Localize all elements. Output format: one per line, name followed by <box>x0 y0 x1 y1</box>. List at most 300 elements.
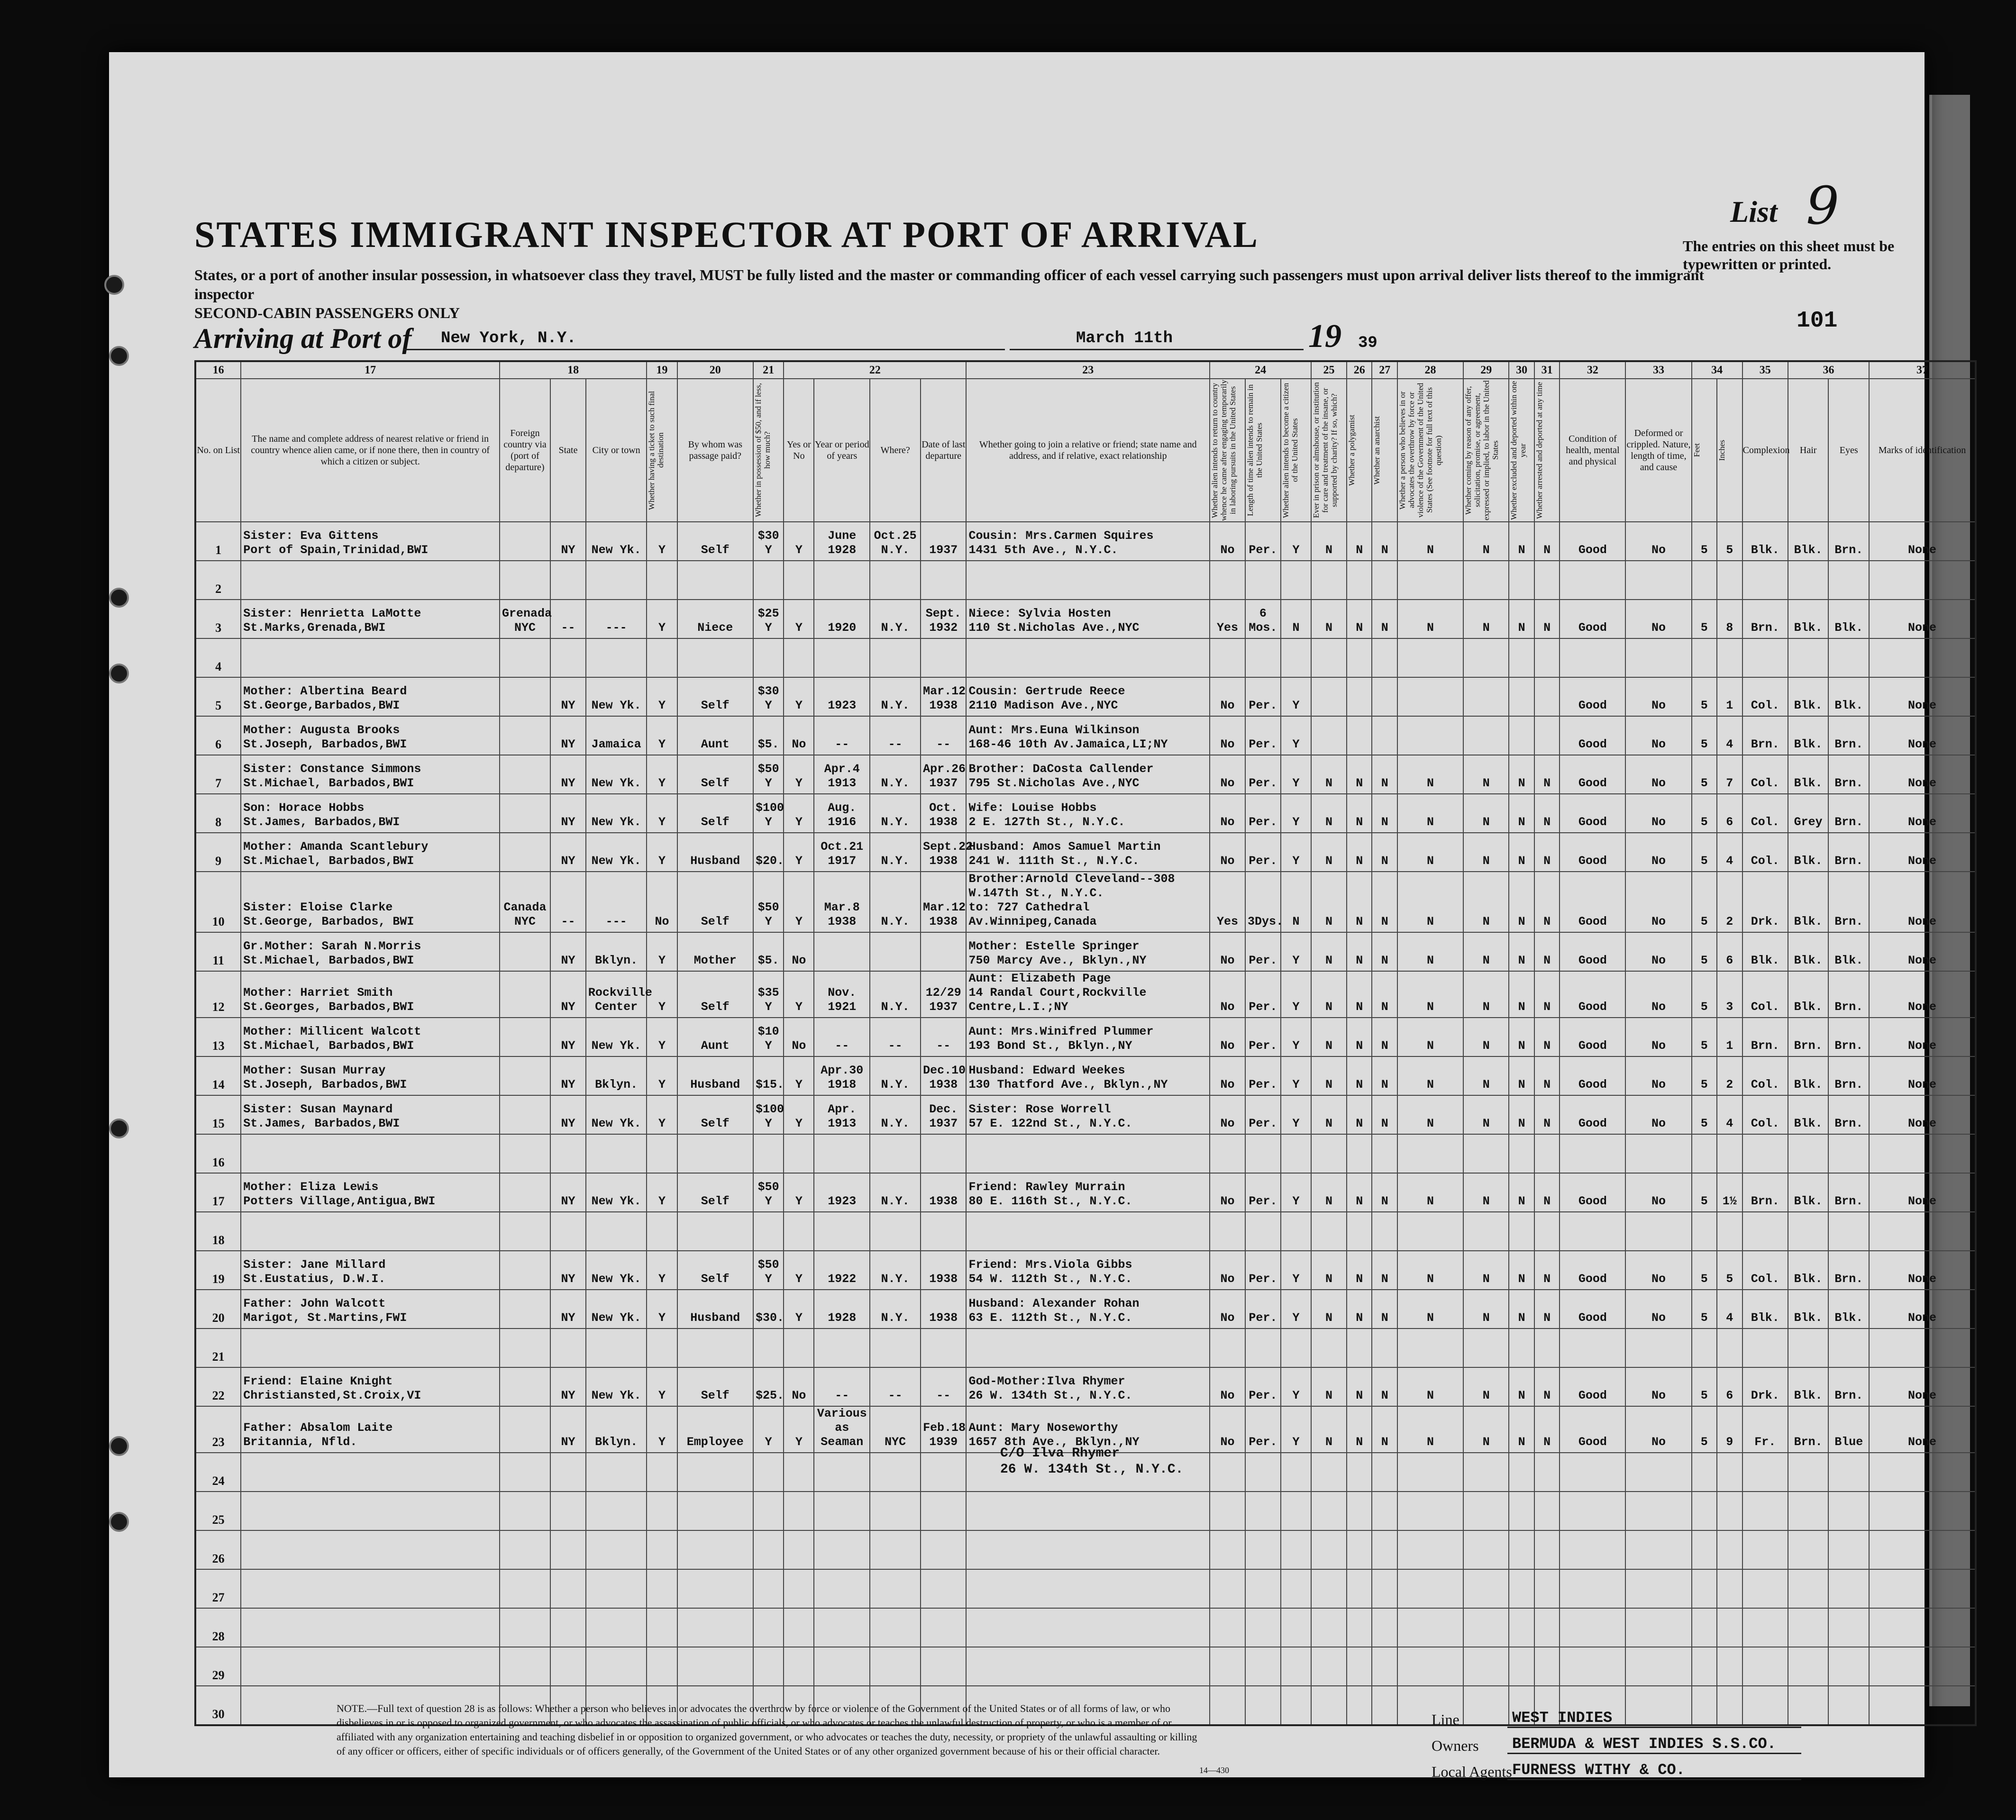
cell-eyes: Blue <box>1828 1406 1869 1453</box>
cell-foreign <box>500 638 550 677</box>
cell-deform: No <box>1625 1095 1691 1134</box>
cell-c27 <box>1372 1492 1397 1530</box>
cell-inch: 6 <box>1717 794 1742 833</box>
cell-c31 <box>1534 1134 1560 1173</box>
cell-c28 <box>1397 1492 1463 1530</box>
cell-hair: Blk. <box>1788 971 1829 1018</box>
cell-marks: None <box>1869 600 1976 638</box>
cell-hair <box>1788 561 1829 600</box>
cell-c25 <box>1311 1492 1347 1530</box>
cell-paid: Aunt <box>677 1018 754 1056</box>
cell-paid: Self <box>677 1173 754 1212</box>
cell-city: New Yk. <box>586 1018 647 1056</box>
form-code: 14—430 <box>1199 1765 1229 1775</box>
cell-before: No <box>784 1367 814 1406</box>
cell-c29 <box>1463 1647 1509 1686</box>
cell-eyes <box>1828 1569 1869 1608</box>
cell-c27 <box>1372 1686 1397 1725</box>
cell-health: Good <box>1560 677 1625 716</box>
cell-money: $100 Y <box>753 1095 784 1134</box>
cell-money <box>753 1647 784 1686</box>
sheet-number: 101 <box>1797 308 1838 334</box>
cell-inch <box>1717 1608 1742 1647</box>
cell-c31: N <box>1534 1173 1560 1212</box>
cell-ticket: Y <box>647 1367 677 1406</box>
cell-before <box>784 1647 814 1686</box>
cell-c27: N <box>1372 932 1397 971</box>
cell-hair <box>1788 1329 1829 1367</box>
cell-c31: N <box>1534 833 1560 872</box>
cell-relative <box>241 1212 500 1251</box>
cell-city <box>586 1608 647 1647</box>
cell-c28 <box>1397 1530 1463 1569</box>
cell-where <box>870 1608 921 1647</box>
cell-c31 <box>1534 561 1560 600</box>
cell-c28: N <box>1397 833 1463 872</box>
header-excluded <box>1509 379 1534 522</box>
cell-period: Apr.30 1918 <box>814 1056 870 1095</box>
cell-feet: 5 <box>1692 1095 1717 1134</box>
col-num-37: 37 <box>1869 361 1976 379</box>
cell-period: 1920 <box>814 600 870 638</box>
cell-where <box>870 1453 921 1492</box>
cell-hair: Blk. <box>1788 833 1829 872</box>
cell-eyes <box>1828 1608 1869 1647</box>
cell-period: -- <box>814 1018 870 1056</box>
cell-foreign <box>500 932 550 971</box>
cell-relative: Mother: Augusta Brooks St.Joseph, Barbados,BWI <box>241 716 500 755</box>
line-label: Line <box>1432 1711 1460 1728</box>
cell-relative: Son: Horace Hobbs St.James, Barbados,BWI <box>241 794 500 833</box>
cell-before <box>784 1569 814 1608</box>
cell-c25 <box>1311 1453 1347 1492</box>
cell-c28 <box>1397 1453 1463 1492</box>
cell-n: 18 <box>195 1212 241 1251</box>
cell-eyes: Blk. <box>1828 677 1869 716</box>
cell-c28 <box>1397 638 1463 677</box>
cell-health <box>1560 561 1625 600</box>
cell-eyes <box>1828 1134 1869 1173</box>
cell-feet <box>1692 638 1717 677</box>
cell-n: 3 <box>195 600 241 638</box>
cell-inch: 1½ <box>1717 1173 1742 1212</box>
cell-inch: 2 <box>1717 872 1742 932</box>
cell-inch <box>1717 1569 1742 1608</box>
cell-ret: No <box>1210 971 1245 1018</box>
table-row <box>195 1647 1976 1686</box>
cell-eyes: Brn. <box>1828 971 1869 1018</box>
cell-c31 <box>1534 1608 1560 1647</box>
cell-before: No <box>784 1018 814 1056</box>
cell-c25 <box>1311 1134 1347 1173</box>
cell-hair: Blk. <box>1788 1095 1829 1134</box>
cell-money <box>753 1453 784 1492</box>
cell-city: New Yk. <box>586 755 647 794</box>
cell-n: 2 <box>195 561 241 600</box>
cell-hair <box>1788 1453 1829 1492</box>
cell-paid: Self <box>677 1251 754 1290</box>
cell-period: 1928 <box>814 1290 870 1329</box>
cell-paid <box>677 1212 754 1251</box>
cell-inch <box>1717 1329 1742 1367</box>
cell-relative: Sister: Jane Millard St.Eustatius, D.W.I. <box>241 1251 500 1290</box>
cell-c26: N <box>1347 1056 1372 1095</box>
cell-state: NY <box>550 1290 586 1329</box>
cell-ret: No <box>1210 1290 1245 1329</box>
cell-date <box>921 932 966 971</box>
header-purpose-citizen <box>1281 379 1311 522</box>
cell-where: N.Y. <box>870 677 921 716</box>
cell-money: $30 Y <box>753 522 784 561</box>
cell-c28: N <box>1397 794 1463 833</box>
cell-marks <box>1869 1569 1976 1608</box>
cell-c28: N <box>1397 1056 1463 1095</box>
cell-c26 <box>1347 1492 1372 1530</box>
cell-ret: No <box>1210 1056 1245 1095</box>
cell-eyes <box>1828 1647 1869 1686</box>
cell-money: $30 Y <box>753 677 784 716</box>
table-row <box>195 1608 1976 1647</box>
cell-ticket: Y <box>647 1018 677 1056</box>
cell-n: 20 <box>195 1290 241 1329</box>
cell-compl: Fr. <box>1742 1406 1788 1453</box>
col-num-35: 35 <box>1742 361 1788 379</box>
cell-marks: None <box>1869 1406 1976 1453</box>
cell-foreign <box>500 1018 550 1056</box>
cell-where: N.Y. <box>870 794 921 833</box>
col-num-19: 19 <box>647 361 677 379</box>
cell-foreign <box>500 1173 550 1212</box>
cell-c27 <box>1372 1608 1397 1647</box>
cell-inch: 2 <box>1717 1056 1742 1095</box>
cell-marks <box>1869 561 1976 600</box>
cell-c26: N <box>1347 794 1372 833</box>
cell-c28: N <box>1397 755 1463 794</box>
cell-deform <box>1625 1569 1691 1608</box>
cell-c31 <box>1534 1569 1560 1608</box>
cell-c28: N <box>1397 522 1463 561</box>
cell-c30: N <box>1509 1290 1534 1329</box>
cell-c25: N <box>1311 755 1347 794</box>
cell-eyes: Brn. <box>1828 872 1869 932</box>
cell-ticket <box>647 1453 677 1492</box>
cell-where <box>870 561 921 600</box>
table-row <box>195 1367 1976 1406</box>
cell-join: Aunt: Mary Noseworthy 1657 8th Ave., Bklyn.,NY <box>966 1406 1210 1453</box>
cell-where: N.Y. <box>870 1095 921 1134</box>
cell-c28 <box>1397 1608 1463 1647</box>
cell-health: Good <box>1560 794 1625 833</box>
cell-where: -- <box>870 1018 921 1056</box>
cell-c26 <box>1347 1134 1372 1173</box>
cell-c30: N <box>1509 1056 1534 1095</box>
cell-health <box>1560 638 1625 677</box>
cell-hair: Blk. <box>1788 716 1829 755</box>
cell-deform: No <box>1625 1173 1691 1212</box>
cell-len: 6 Mos. <box>1245 600 1281 638</box>
cell-eyes: Brn. <box>1828 716 1869 755</box>
cell-relative <box>241 1647 500 1686</box>
table-row <box>195 1134 1976 1173</box>
cell-ret: No <box>1210 1095 1245 1134</box>
cell-where: N.Y. <box>870 971 921 1018</box>
cell-c27: N <box>1372 1251 1397 1290</box>
cell-compl: Col. <box>1742 1251 1788 1290</box>
cell-health: Good <box>1560 1367 1625 1406</box>
cell-foreign <box>500 755 550 794</box>
cell-c30: N <box>1509 1173 1534 1212</box>
header-ticket <box>647 379 677 522</box>
cell-state <box>550 1608 586 1647</box>
cell-marks: None <box>1869 1367 1976 1406</box>
cell-join: Sister: Rose Worrell 57 E. 122nd St., N.Y.C. <box>966 1095 1210 1134</box>
cell-period <box>814 1329 870 1367</box>
cell-city: Bklyn. <box>586 932 647 971</box>
cell-deform <box>1625 1212 1691 1251</box>
cell-c26: N <box>1347 1290 1372 1329</box>
cell-n: 10 <box>195 872 241 932</box>
cell-city: New Yk. <box>586 1173 647 1212</box>
table-row <box>195 1212 1976 1251</box>
cell-money <box>753 1569 784 1608</box>
col-num-16: 16 <box>195 361 241 379</box>
cell-compl <box>1742 638 1788 677</box>
cell-ticket: Y <box>647 1251 677 1290</box>
cell-c31 <box>1534 677 1560 716</box>
cell-city <box>586 1134 647 1173</box>
cell-date <box>921 1492 966 1530</box>
cell-len: Per. <box>1245 794 1281 833</box>
cell-c30 <box>1509 1329 1534 1367</box>
cell-period: Various as Seaman <box>814 1406 870 1453</box>
cell-c31: N <box>1534 1290 1560 1329</box>
cell-join: Brother: DaCosta Callender 795 St.Nicholas Ave.,NYC <box>966 755 1210 794</box>
header-marks: Marks of identification <box>1869 379 1976 522</box>
cell-cit <box>1281 1212 1311 1251</box>
cell-c27: N <box>1372 1406 1397 1453</box>
cell-compl: Col. <box>1742 833 1788 872</box>
header-labor-offer <box>1463 379 1509 522</box>
cell-c30 <box>1509 1453 1534 1492</box>
cell-c26: N <box>1347 1018 1372 1056</box>
cell-c26: N <box>1347 833 1372 872</box>
table-row <box>195 971 1976 1018</box>
cell-join: Husband: Alexander Rohan 63 E. 112th St., N.Y.C. <box>966 1290 1210 1329</box>
cell-c29: N <box>1463 755 1509 794</box>
col-num-18: 18 <box>500 361 647 379</box>
cell-relative: Friend: Elaine Knight Christiansted,St.Croix,VI <box>241 1367 500 1406</box>
cell-len: Per. <box>1245 1095 1281 1134</box>
cell-paid <box>677 1329 754 1367</box>
cell-before: Y <box>784 1251 814 1290</box>
cell-cit <box>1281 1453 1311 1492</box>
cell-ret: No <box>1210 932 1245 971</box>
cell-feet: 5 <box>1692 1056 1717 1095</box>
cell-ret: No <box>1210 1406 1245 1453</box>
cell-join: Wife: Louise Hobbs 2 E. 127th St., N.Y.C. <box>966 794 1210 833</box>
cell-paid: Self <box>677 522 754 561</box>
cell-deform: No <box>1625 677 1691 716</box>
cell-c31: N <box>1534 522 1560 561</box>
cell-foreign <box>500 561 550 600</box>
cell-c25: N <box>1311 1290 1347 1329</box>
table-row <box>195 1569 1976 1608</box>
cell-compl <box>1742 1569 1788 1608</box>
cell-inch <box>1717 1134 1742 1173</box>
cell-hair: Blk. <box>1788 932 1829 971</box>
cell-paid <box>677 1453 754 1492</box>
cell-join: Cousin: Gertrude Reece 2110 Madison Ave.,NYC <box>966 677 1210 716</box>
port-underline <box>403 349 1005 350</box>
cell-len <box>1245 1134 1281 1173</box>
cell-inch: 5 <box>1717 522 1742 561</box>
cell-hair <box>1788 1608 1829 1647</box>
cell-c27: N <box>1372 833 1397 872</box>
cell-ret: No <box>1210 522 1245 561</box>
cell-health: Good <box>1560 716 1625 755</box>
cell-city <box>586 1329 647 1367</box>
cell-foreign <box>500 1251 550 1290</box>
cell-health: Good <box>1560 522 1625 561</box>
cell-before <box>784 1608 814 1647</box>
cell-foreign <box>500 1608 550 1647</box>
cell-period: 1922 <box>814 1251 870 1290</box>
cell-marks <box>1869 638 1976 677</box>
cell-state: NY <box>550 522 586 561</box>
cell-marks <box>1869 1492 1976 1530</box>
punch-hole <box>109 1119 129 1138</box>
cell-c31: N <box>1534 1095 1560 1134</box>
cell-money: $50 Y <box>753 1173 784 1212</box>
cell-len <box>1245 1212 1281 1251</box>
cell-ticket <box>647 561 677 600</box>
header-deported <box>1534 379 1560 522</box>
cell-ret: No <box>1210 755 1245 794</box>
cell-paid: Niece <box>677 600 754 638</box>
cell-c25: N <box>1311 833 1347 872</box>
cell-len: Per. <box>1245 522 1281 561</box>
cell-c27 <box>1372 1569 1397 1608</box>
header-excluded-text: Whether excluded and deported within one year <box>1509 381 1528 520</box>
cell-cit <box>1281 561 1311 600</box>
cell-len: Per. <box>1245 833 1281 872</box>
cell-c27 <box>1372 1329 1397 1367</box>
cell-c26: N <box>1347 971 1372 1018</box>
cell-marks: None <box>1869 677 1976 716</box>
cell-c30 <box>1509 716 1534 755</box>
cell-feet: 5 <box>1692 716 1717 755</box>
cell-deform: No <box>1625 600 1691 638</box>
cell-state: NY <box>550 971 586 1018</box>
cell-period: Aug. 1916 <box>814 794 870 833</box>
cell-deform <box>1625 1453 1691 1492</box>
cell-foreign <box>500 1290 550 1329</box>
col-num-26: 26 <box>1347 361 1372 379</box>
cell-c27 <box>1372 677 1397 716</box>
cell-n: 13 <box>195 1018 241 1056</box>
table-row <box>195 1173 1976 1212</box>
header-no-on-list: No. on List <box>195 379 241 522</box>
cell-cit: Y <box>1281 1251 1311 1290</box>
cell-inch: 3 <box>1717 971 1742 1018</box>
cell-hair: Blk. <box>1788 1056 1829 1095</box>
cell-ret: No <box>1210 833 1245 872</box>
cell-compl: Col. <box>1742 1056 1788 1095</box>
cell-deform <box>1625 1608 1691 1647</box>
cell-c30: N <box>1509 1095 1534 1134</box>
cell-relative: Mother: Harriet Smith St.Georges, Barbados,BWI <box>241 971 500 1018</box>
cell-hair <box>1788 1530 1829 1569</box>
cell-paid <box>677 1492 754 1530</box>
cell-len <box>1245 1530 1281 1569</box>
cell-where <box>870 1569 921 1608</box>
cell-ticket <box>647 1530 677 1569</box>
cell-period: June 1928 <box>814 522 870 561</box>
cell-compl <box>1742 1212 1788 1251</box>
cell-c29 <box>1463 1686 1509 1725</box>
cell-c29: N <box>1463 600 1509 638</box>
cell-deform: No <box>1625 1406 1691 1453</box>
cell-ret <box>1210 561 1245 600</box>
table-row <box>195 1018 1976 1056</box>
cell-money <box>753 1329 784 1367</box>
cell-ticket <box>647 1134 677 1173</box>
cell-state: NY <box>550 833 586 872</box>
cell-ticket: Y <box>647 1173 677 1212</box>
cell-hair: Blk. <box>1788 600 1829 638</box>
cell-relative: Father: Absalom Laite Britannia, Nfld. <box>241 1406 500 1453</box>
cell-paid: Aunt <box>677 716 754 755</box>
cell-ret <box>1210 1686 1245 1725</box>
cell-foreign <box>500 1329 550 1367</box>
cell-where: N.Y. <box>870 833 921 872</box>
cell-where: Oct.25 N.Y. <box>870 522 921 561</box>
cell-health: Good <box>1560 1251 1625 1290</box>
cell-paid: Husband <box>677 1056 754 1095</box>
cell-n: 26 <box>195 1530 241 1569</box>
cell-relative <box>241 638 500 677</box>
cell-money: $25. <box>753 1367 784 1406</box>
cell-city: --- <box>586 600 647 638</box>
cell-money <box>753 638 784 677</box>
cell-n: 1 <box>195 522 241 561</box>
cell-city: New Yk. <box>586 522 647 561</box>
cell-c30: N <box>1509 1367 1534 1406</box>
cell-c30: N <box>1509 600 1534 638</box>
cell-c28 <box>1397 1647 1463 1686</box>
cell-ret <box>1210 1134 1245 1173</box>
table-row <box>195 600 1976 638</box>
cell-compl: Blk. <box>1742 522 1788 561</box>
cell-relative <box>241 1329 500 1367</box>
cell-c27 <box>1372 1530 1397 1569</box>
cell-c30: N <box>1509 971 1534 1018</box>
cell-health <box>1560 1134 1625 1173</box>
cell-feet <box>1692 1453 1717 1492</box>
cell-c30: N <box>1509 1018 1534 1056</box>
cell-where <box>870 932 921 971</box>
cell-health <box>1560 1530 1625 1569</box>
cell-paid <box>677 561 754 600</box>
table-row <box>195 833 1976 872</box>
cell-c26 <box>1347 1329 1372 1367</box>
header-deformed: Deformed or crippled. Nature, length of time, and cause <box>1625 379 1691 522</box>
cell-join <box>966 1492 1210 1530</box>
cell-c30: N <box>1509 833 1534 872</box>
cell-ticket: Y <box>647 522 677 561</box>
cell-compl: Col. <box>1742 755 1788 794</box>
cell-paid: Self <box>677 872 754 932</box>
